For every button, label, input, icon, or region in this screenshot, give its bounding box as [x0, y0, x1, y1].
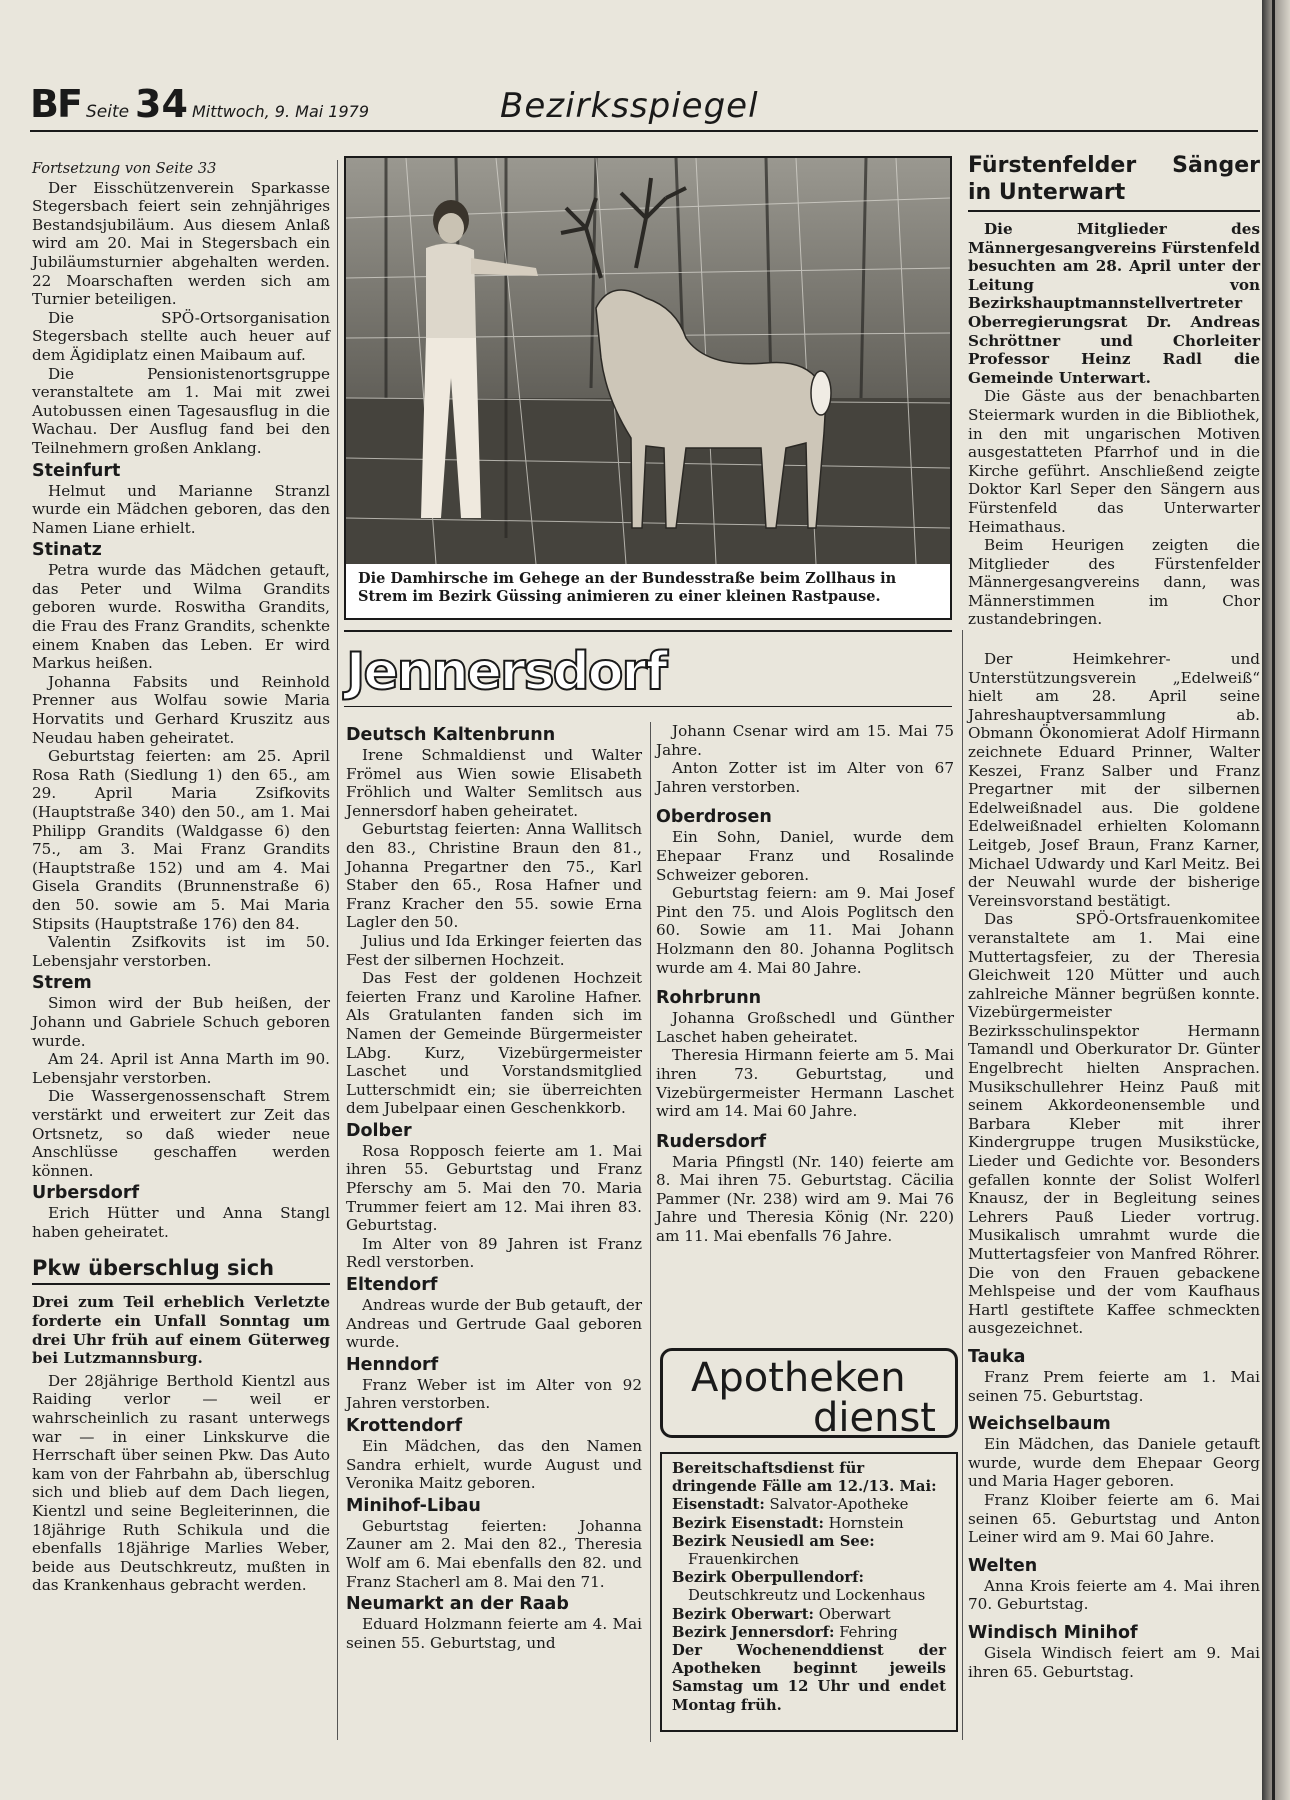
paragraph: Valentin Zsifkovits ist im 50. Lebensjahr verstorben. [32, 933, 330, 970]
paragraph: Das SPÖ-Ortsfrauenkomitee veranstaltete am 1. Mai eine Muttertagsfeier, zu der Theresia Gleichweit 120 Mütter und auch zahlreiche Männer begrüßen konnte. Vizebürgermeister Bezirksschulinspektor Hermann Tamandl und Oberkurator Dr. Günter Engelbrecht hielten Ansprachen. Musikschullehrer Heinz Pauß mit seinem Akkordeonensemble und Barbara Kleber mit ihrer Kindergruppe trugen Musikstücke, Lieder und Gedichte vor. Besonders gefallen konnte der Solist Wolferl Knausz, der in Begleitung seines Lehrers Pauß Lieder vortrug. Musikalisch umrahmt wurde die Muttertagsfeier von Manfred Röhrer. Die von den Frauen gebackene Mehlspeise und der vom Kaufhaus Hartl gestiftete Kaffee schmeckten ausgezeichnet. [968, 910, 1260, 1338]
apotheken-logo [660, 1348, 958, 1441]
heading-steinfurt: Steinfurt [32, 460, 121, 481]
photo-frame [344, 156, 952, 620]
pharmacy-name: Hornstein [828, 1514, 904, 1532]
heading-neumarkt: Neumarkt an der Raab [346, 1594, 569, 1615]
district-label: Bezirk Jennersdorf: [672, 1623, 835, 1641]
heading-minihof-libau: Minihof-Libau [346, 1495, 481, 1516]
paragraph: Franz Weber ist im Alter von 92 Jahren verstorben. [346, 1375, 642, 1413]
article-lead: Drei zum Teil erheblich Verletzte forderte ein Unfall Sonntag um drei Uhr früh auf einem Güterweg bei Lutzmannsburg. [32, 1293, 330, 1368]
pharmacy-name: Frauenkirchen [688, 1551, 799, 1569]
paragraph: Im Alter von 89 Jahren ist Franz Redl verstorben. [346, 1234, 642, 1272]
paragraph: Franz Prem feierte am 1. Mai seinen 75. Geburtstag. [968, 1367, 1260, 1405]
pharmacy-name: Salvator-Apotheke [769, 1496, 909, 1514]
heading-rudersdorf: Rudersdorf [656, 1131, 767, 1152]
paragraph: Ein Mädchen, das den Namen Sandra erhielt, wurde August und Veronika Maitz geboren. [346, 1437, 642, 1493]
page-gutter [1262, 0, 1290, 1800]
paragraph: Eduard Holzmann feierte am 4. Mai seinen 55. Geburtstag, und [346, 1615, 642, 1652]
heading-urbersdorf: Urbersdorf [32, 1183, 140, 1204]
heading-eltendorf: Eltendorf [346, 1275, 438, 1296]
paragraph: Ein Sohn, Daniel, wurde dem Ehepaar Franz und Rosalinde Schweizer geboren. [656, 828, 954, 884]
column-rule [337, 160, 338, 1740]
apotheken-logo-word: Apotheken [691, 1355, 906, 1401]
paragraph: Die SPÖ-Ortsorganisation Stegersbach stellte auch heuer auf dem Ägidiplatz einen Maibaum auf. [32, 308, 330, 364]
headline-pkw: Pkw überschlug sich [32, 1255, 330, 1285]
paragraph: Beim Heurigen zeigten die Mitglieder des Fürstenfelder Männergesangvereins dann, was Männerstimmen im Chor zustandebringen. [968, 536, 1260, 629]
paragraph: Der Eisschützenverein Sparkasse Stegersbach feiert sein zehnjähriges Bestandsjubiläum. Aus diesem Anlaß wird am 20. Mai in Stegersbach ein Jubiläumsturnier abgehalten werden. 22 Moarschaften werden sich am Turnier beteiligen. [32, 178, 330, 309]
paragraph: Geburtstag feierten: Anna Wallitsch den 83., Christine Braun den 81., Johanna Pregartner den 75., Karl Staber den 65., Rosa Hafner und Franz Kracher den 55. sowie Erna Lagler den 50. [346, 820, 642, 932]
column-1 [32, 160, 330, 1595]
pharmacy-name: Fehring [839, 1623, 898, 1641]
column-4 [968, 650, 1260, 1681]
paragraph: Geburtstag feierten: Johanna Zauner am 2. Mai den 82., Theresia Wolf am 6. Mai ebenfalls den 82. und Franz Stacherl am 8. Mai den 71. [346, 1516, 642, 1591]
masthead-logo: BF [30, 82, 81, 126]
heading-welten: Welten [968, 1555, 1038, 1576]
paragraph: Gisela Windisch feiert am 9. Mai ihren 65. Geburtstag. [968, 1643, 1260, 1681]
district-label: Bezirk Neusiedl am See: [672, 1532, 875, 1550]
page-label: Seite [86, 102, 130, 122]
heading-tauka: Tauka [968, 1346, 1026, 1367]
paragraph: Andreas wurde der Bub getauft, der Andreas und Gertrude Gaal geboren wurde. [346, 1296, 642, 1352]
page-number: 34 [135, 82, 188, 126]
paragraph: Die Pensionistenortsgruppe veranstaltete am 1. Mai mit zwei Autobussen einen Tagesausflug in die Wachau. Der Ausflug fand bei den Teilnehmern großen Anklang. [32, 364, 330, 457]
heading-dolber: Dolber [346, 1120, 412, 1141]
paragraph: Rosa Ropposch feierte am 1. Mai ihren 55. Geburtstag und Franz Pferschy am 5. Mai den 70. Maria Trummer feiert am 12. Mai ihren 83. Geburtstag. [346, 1141, 642, 1235]
heading-stinatz: Stinatz [32, 540, 102, 561]
paragraph: Die Gäste aus der benachbarten Steiermark wurden in die Bibliothek, in den mit ungarischen Motiven ausgestatteten Pfarrhof und in die Kirche geführt. Anschließend zeigte Doktor Karl Seper den Sängern aus Fürstenfeld das Unterwarter Heimathaus. [968, 387, 1260, 536]
apotheken-footer: Der Wochenenddienst der Apotheken beginnt jeweils Samstag um 12 Uhr und endet Montag früh. [672, 1642, 946, 1714]
heading-oberdrosen: Oberdrosen [656, 807, 772, 828]
heading-windisch-minihof: Windisch Minihof [968, 1622, 1138, 1643]
article-fuerstenfeld [968, 152, 1260, 629]
paragraph: Ein Mädchen, das Daniele getauft wurde, wurde dem Ehepaar Georg und Maria Hager geboren. [968, 1435, 1260, 1491]
paragraph: Das Fest der goldenen Hochzeit feierten Franz und Karoline Hafner. Als Gratulanten fanden sich im Namen der Gemeinde Bürgermeister LAbg. Kurz, Vizebürgermeister Laschet und Vorstandsmitglied Lutterschmidt ein; sie überreichten dem Jubelpaar einen Geschenkkorb. [346, 969, 642, 1118]
photo-caption: Die Damhirsche im Gehege an der Bundesstraße beim Zollhaus in Strem im Bezirk Güssing animieren zu einer kleinen Rastpause. [358, 570, 897, 605]
paragraph: Geburtstag feiern: am 9. Mai Josef Pint den 75. und Alois Poglitsch den 60. Sowie am 11. Mai Johann Holzmann den 80. Johanna Poglitsch wurde am 4. Mai 80 Jahre. [656, 884, 954, 977]
heading-krottendorf: Krottendorf [346, 1416, 463, 1436]
apotheken-intro: Bereitschaftsdienst für dringende Fälle am 12./13. Mai: [672, 1460, 937, 1496]
column-3 [656, 722, 954, 1246]
paragraph: Irene Schmaldienst und Walter Frömel aus Wien sowie Elisabeth Fröhlich und Walter Semlitsch aus Jennersdorf haben geheiratet. [346, 746, 642, 820]
paragraph: Die Wassergenossenschaft Strem verstärkt und erweitert zur Zeit das Ortsnetz, so daß wieder neue Anschlüsse geschaffen werden können. [32, 1087, 330, 1180]
paragraph: Helmut und Marianne Stranzl wurde ein Mädchen geboren, das den Namen Liane erhielt. [32, 481, 330, 537]
paragraph: Simon wird der Bub heißen, der Johann und Gabriele Schuch geboren wurde. [32, 994, 330, 1050]
paragraph: Julius und Ida Erkinger feierten das Fest der silbernen Hochzeit. [346, 931, 642, 969]
heading-rohrbrunn: Rohrbrunn [656, 988, 762, 1009]
paragraph: Erich Hütter und Anna Stangl haben geheiratet. [32, 1204, 330, 1241]
column-2 [346, 722, 642, 1652]
paragraph: Maria Pfingstl (Nr. 140) feierte am 8. Mai ihren 75. Geburtstag. Cäcilia Pammer (Nr. 238) wird am 9. Mai 76 Jahre und Theresia König (Nr. 220) am 11. Mai ebenfalls 76 Jahre. [656, 1152, 954, 1246]
section-rule [344, 630, 952, 632]
paragraph: Petra wurde das Mädchen getauft, das Peter und Wilma Grandits geboren wurde. Roswitha Grandits, die Frau des Franz Grandits, schenkte einem Knaben das Leben. Er wird Markus heißen. [32, 561, 330, 673]
district-label: Eisenstadt: [672, 1496, 765, 1514]
heading-henndorf: Henndorf [346, 1354, 439, 1375]
headline-rule [968, 210, 1260, 212]
apotheken-dienst-box [660, 1452, 958, 1732]
heading-deutsch-kaltenbrunn: Deutsch Kaltenbrunn [346, 725, 556, 745]
column-rule [962, 630, 963, 1740]
heading-weichselbaum: Weichselbaum [968, 1414, 1111, 1435]
paragraph: Geburtstag feierten: am 25. April Rosa Rath (Siedlung 1) den 65., am 29. April Maria Zsifkovits (Hauptstraße 340) den 50., am 1. Mai Philipp Grandits (Waldgasse 6) den 75., am 3. Mai Franz Grandits (Hauptstraße 152) und am 4. Mai Gisela Grandits (Brunnenstraße 6) den 50. sowie am 5. Mai Maria Stipsits (Hauptstraße 176) den 84. [32, 747, 330, 933]
pharmacy-name: Deutschkreutz und Lockenhaus [688, 1587, 926, 1605]
paragraph: Johanna Großschedl und Günther Laschet haben geheiratet. [656, 1009, 954, 1046]
apotheken-logo-word: dienst [813, 1395, 936, 1441]
deer-photo-image [346, 158, 950, 564]
paragraph: Der 28jährige Berthold Kientzl aus Raiding verlor — weil er wahrscheinlich zu rasant unterwegs war — in einer Linkskurve die Herrschaft über seinen Pkw. Das Auto kam von der Fahrbahn ab, überschlug sich und blieb auf dem Dach liegen, Kientzl und seine Begleiterinnen, die 18jährige Ruth Schikula und die ebenfalls 18jährige Marlies Weber, beide aus Deutschkreutz, mußten in das Krankenhaus gebracht werden. [32, 1371, 330, 1595]
headline-fuerstenfeld: Fürstenfelder Sänger in Unterwart [968, 153, 1260, 205]
section-rule [344, 706, 952, 707]
paragraph: Theresia Hirmann feierte am 5. Mai ihren 73. Geburtstag, und Vizebürgermeister Hermann Laschet wird am 14. Mai 60 Jahre. [656, 1046, 954, 1121]
paragraph: Der Heimkehrer- und Unterstützungsverein „Edelweiß“ hielt am 28. April seine Jahreshauptversammlung ab. Obmann Ökonomierat Adolf Hirmann zeichnete Eduard Prinner, Walter Keszei, Franz Salber und Franz Pregartner mit der silbernen Edelweißnadel aus. Die goldene Edelweißnadel erhielten Kolomann Leitgeb, Josef Braun, Franz Karner, Michael Udwardy und Karl Meitz. Bei der Neuwahl wurde der bisherige Vereinsvorstand bestätigt. [968, 650, 1260, 910]
paragraph: Anna Krois feierte am 4. Mai ihren 70. Geburtstag. [968, 1576, 1260, 1614]
district-label: Bezirk Eisenstadt: [672, 1514, 824, 1532]
column-rule [650, 722, 651, 1742]
paragraph: Johann Csenar wird am 15. Mai 75 Jahre. [656, 722, 954, 759]
section-title: Bezirksspiegel [500, 86, 759, 126]
masthead [30, 82, 1258, 134]
paragraph: Am 24. April ist Anna Marth im 90. Lebensjahr verstorben. [32, 1050, 330, 1087]
pharmacy-name: Oberwart [818, 1605, 891, 1623]
paragraph: Johanna Fabsits und Reinhold Prenner aus Wolfau sowie Maria Horvatits und Gerhard Kruszitz aus Neudau haben geheiratet. [32, 672, 330, 747]
heading-strem: Strem [32, 973, 92, 994]
header-rule [30, 130, 1258, 132]
continuation-note: Fortsetzung von Seite 33 [32, 161, 217, 177]
district-label: Bezirk Oberwart: [672, 1605, 815, 1623]
article-lead: Die Mitglieder des Männergesangvereins Fürstenfeld besuchten am 28. April unter der Leitung von Bezirkshauptmannstellvertreter Oberregierungsrat Dr. Andreas Schröttner und Chorleiter Professor Heinz Radl die Gemeinde Unterwart. [968, 220, 1260, 387]
deer-photo [346, 158, 950, 564]
issue-date: Mittwoch, 9. Mai 1979 [192, 102, 369, 121]
paragraph: Franz Kloiber feierte am 6. Mai seinen 65. Geburtstag und Anton Leiner wird am 9. Mai 60 Jahre. [968, 1490, 1260, 1547]
district-label: Bezirk Oberpullendorf: [672, 1569, 864, 1587]
paragraph: Anton Zotter ist im Alter von 67 Jahren verstorben. [656, 759, 954, 796]
jennersdorf-title: Jennersdorf [346, 642, 666, 702]
